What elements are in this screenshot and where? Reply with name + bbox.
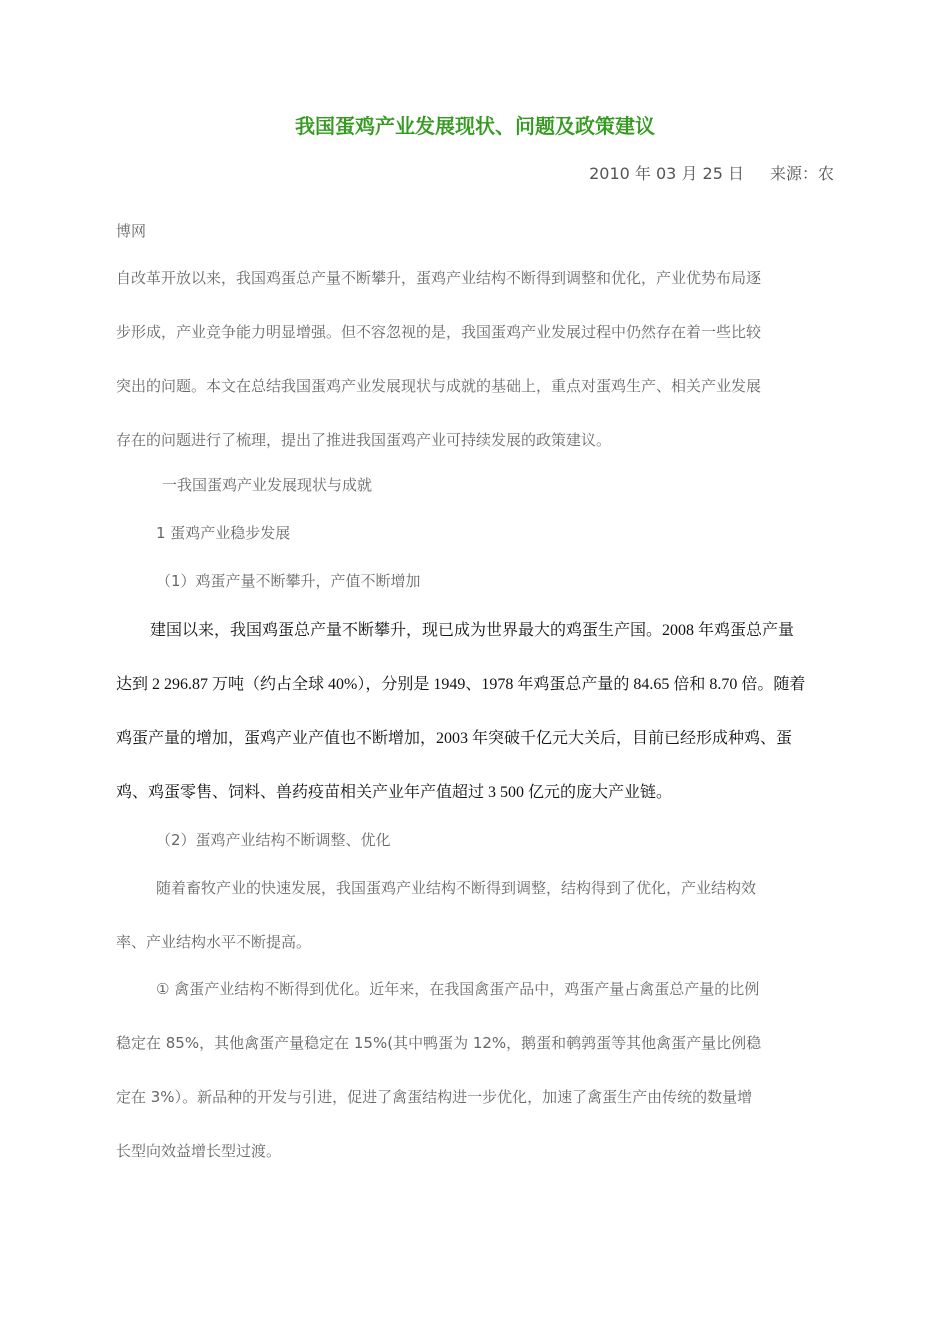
intro-line: 突出的问题。本文在总结我国蛋鸡产业发展现状与成就的基础上，重点对蛋鸡生产、相关产业发展 xyxy=(116,377,762,395)
paragraph-line: 稳定在 85%，其他禽蛋产量稳定在 15%(其中鸭蛋为 12%，鹅蛋和鹌鹑蛋等其他禽蛋产量比例稳 xyxy=(116,1034,762,1052)
paragraph-line: 定在 3%）。新品种的开发与引进，促进了禽蛋结构进一步优化，加速了禽蛋生产由传统的数量增 xyxy=(116,1088,753,1106)
intro-line: 自改革开放以来，我国鸡蛋总产量不断攀升，蛋鸡产业结构不断得到调整和优化，产业优势布局逐 xyxy=(116,269,762,287)
paragraph-line: 长型向效益增长型过渡。 xyxy=(116,1142,282,1160)
paragraph-line: 鸡蛋产量的增加，蛋鸡产业产值也不断增加，2003 年突破千亿元大关后，目前已经形成种鸡、蛋 xyxy=(116,730,793,747)
page-title: 我国蛋鸡产业发展现状、问题及政策建议 xyxy=(295,114,655,138)
source-label: 来源：农 xyxy=(769,164,834,183)
intro-line: 存在的问题进行了梳理，提出了推进我国蛋鸡产业可持续发展的政策建议。 xyxy=(116,431,612,449)
paragraph-line: ① 禽蛋产业结构不断得到优化。近年来，在我国禽蛋产品中，鸡蛋产量占禽蛋总产量的比例 xyxy=(156,980,760,998)
section-heading: 一我国蛋鸡产业发展现状与成就 xyxy=(162,476,373,494)
paragraph-line: 鸡、鸡蛋零售、饲料、兽药疫苗相关产业年产值超过 3 500 亿元的庞大产业链。 xyxy=(116,784,673,801)
paragraph-line: 随着畜牧产业的快速发展，我国蛋鸡产业结构不断得到调整，结构得到了优化，产业结构效 xyxy=(156,879,757,897)
paragraph-line: 达到 2 296.87 万吨（约占全球 40%），分别是 1949、1978 年鸡蛋总产量的 84.65 倍和 8.70 倍。随着 xyxy=(116,676,806,693)
subsubsection-heading: （2）蛋鸡产业结构不断调整、优化 xyxy=(156,831,391,849)
article-meta xyxy=(589,162,834,186)
paragraph-line: 率、产业结构水平不断提高。 xyxy=(116,933,312,951)
publish-date: 2010 年 03 月 25 日 xyxy=(589,164,744,183)
intro-line: 步形成，产业竞争能力明显增强。但不容忽视的是，我国蛋鸡产业发展过程中仍然存在着一些比较 xyxy=(116,323,762,341)
subsubsection-heading: （1）鸡蛋产量不断攀升，产值不断增加 xyxy=(156,572,421,590)
paragraph-line: 建国以来，我国鸡蛋总产量不断攀升，现已成为世界最大的鸡蛋生产国。2008 年鸡蛋总产量 xyxy=(150,622,795,639)
source-continuation: 博网 xyxy=(116,222,147,240)
subsection-heading: 1 蛋鸡产业稳步发展 xyxy=(156,524,291,542)
